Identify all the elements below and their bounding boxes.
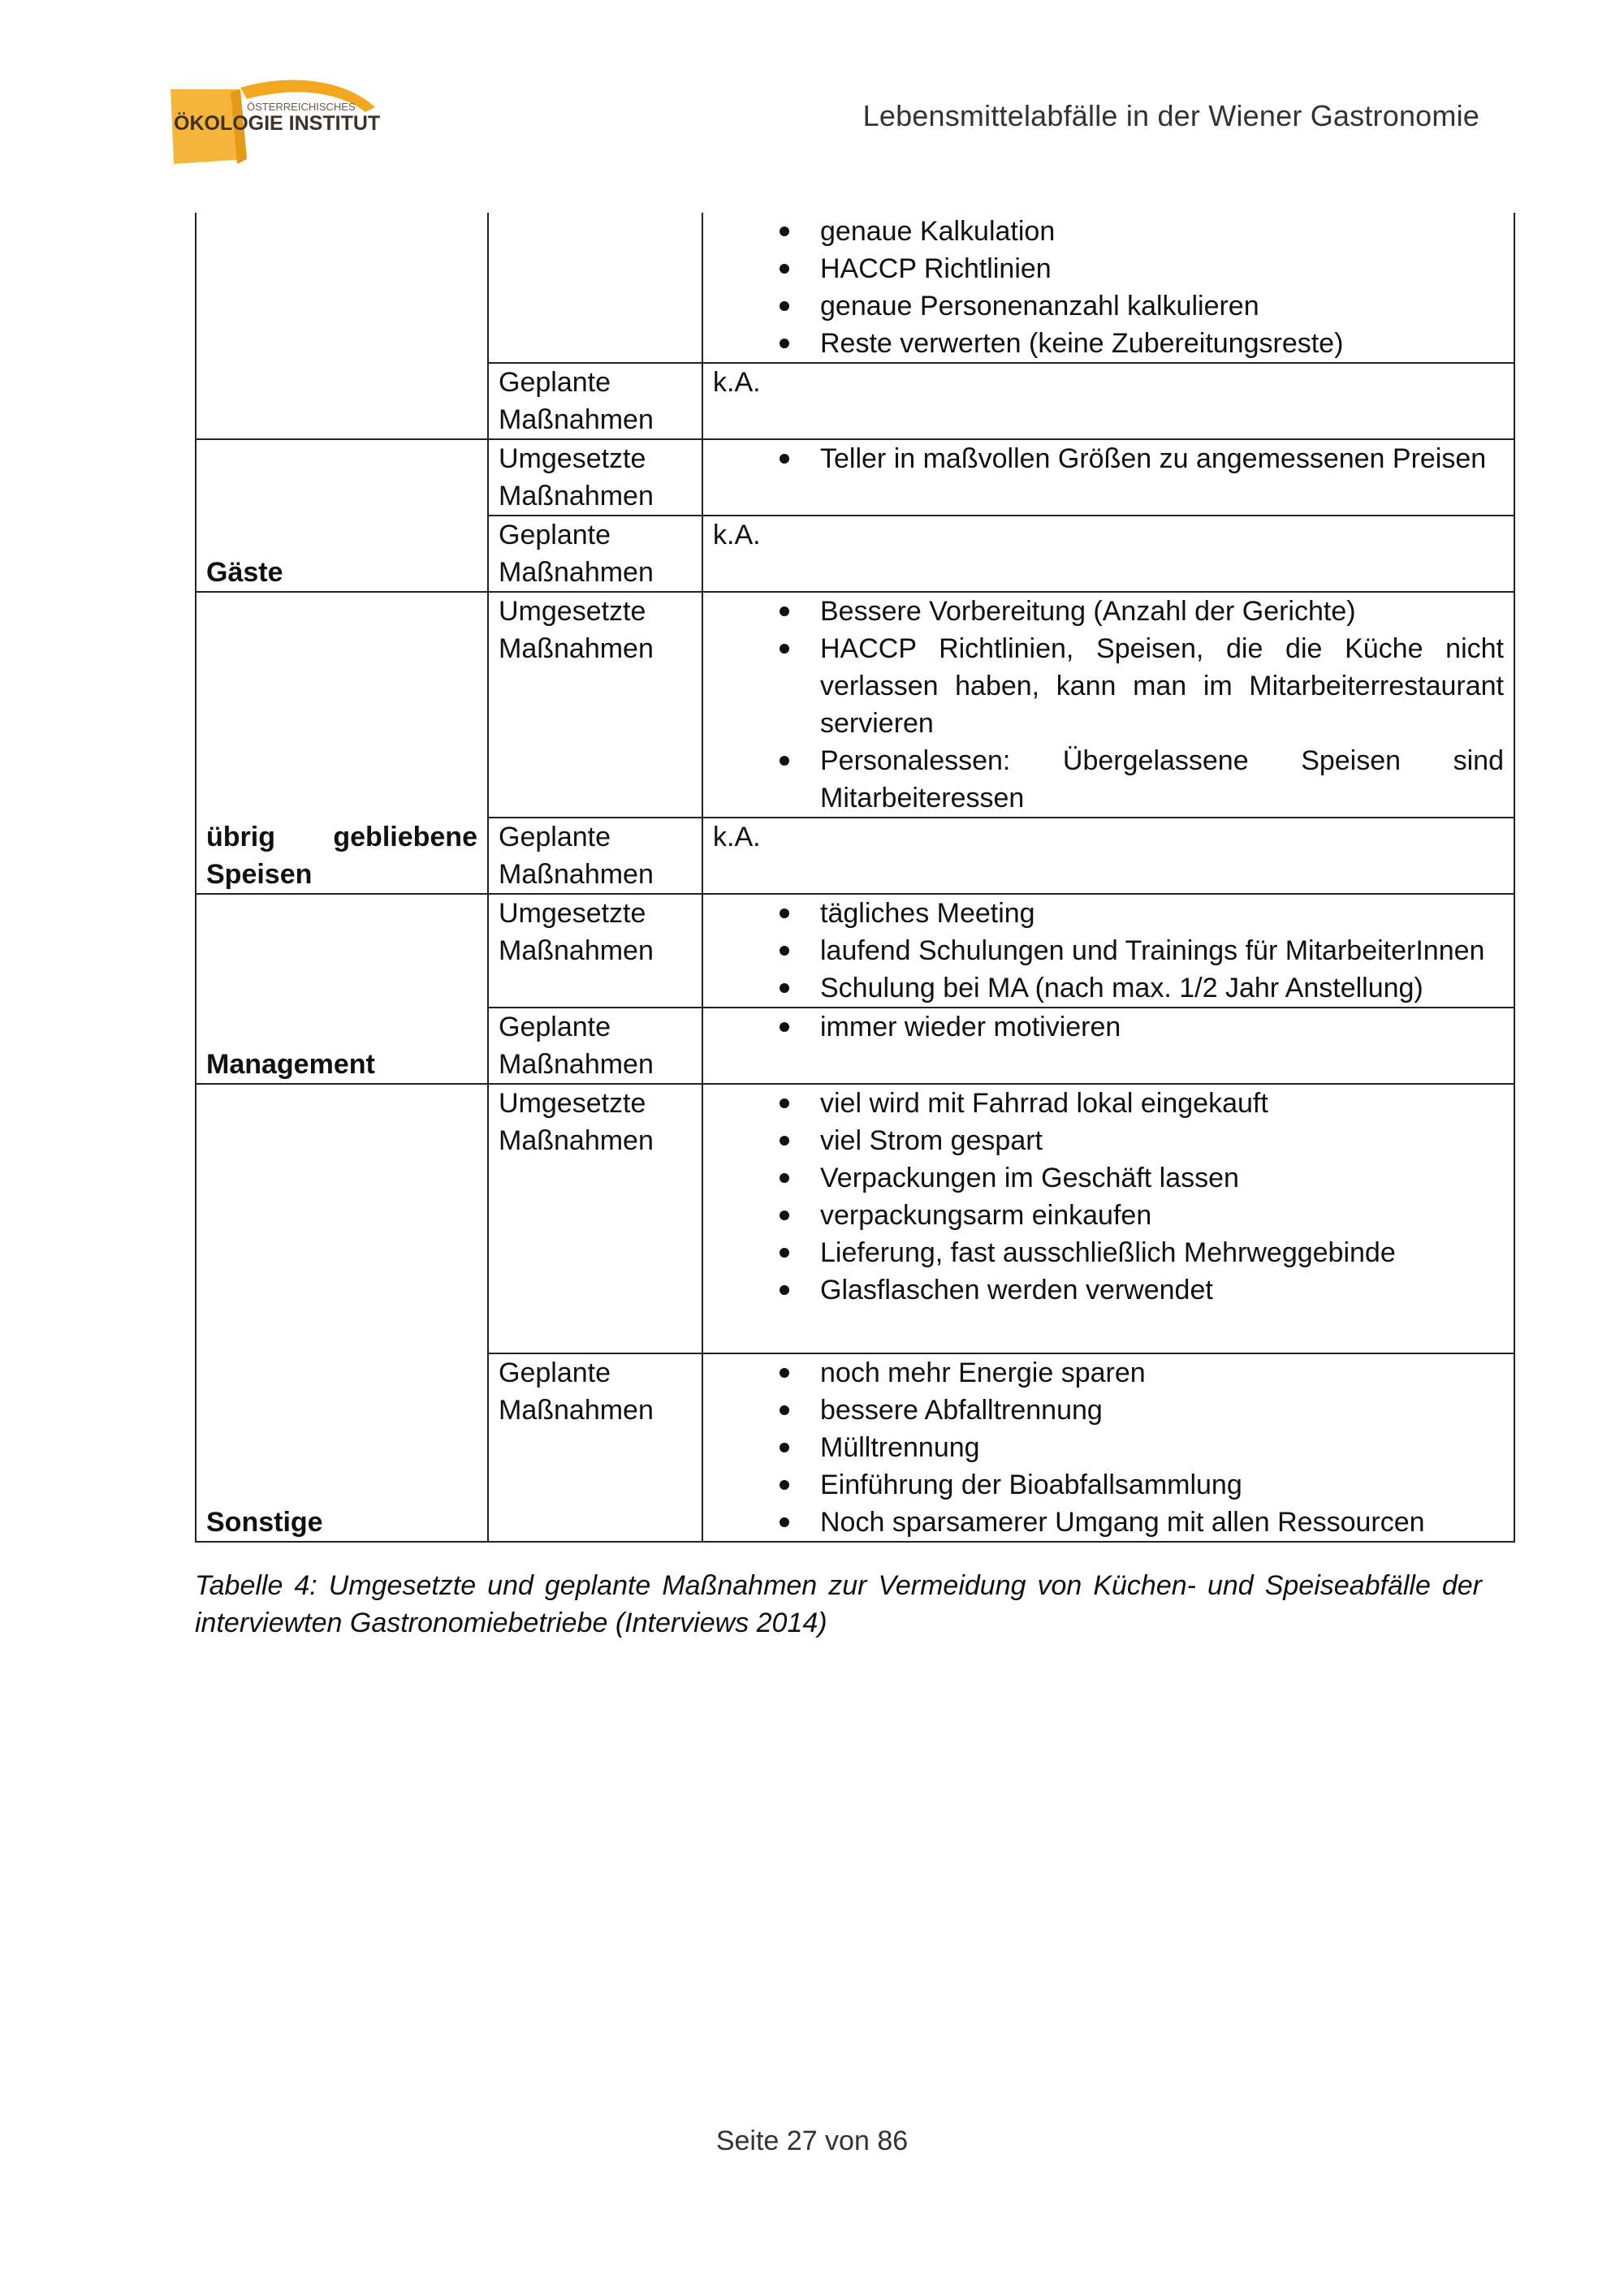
list-item: HACCP Richtlinien (713, 250, 1504, 287)
list-item: verpackungsarm einkaufen (713, 1197, 1504, 1234)
category-sonstige: Sonstige (196, 1084, 488, 1542)
items-cell (702, 894, 1514, 1008)
items-cell (702, 213, 1514, 363)
list-item: genaue Kalkulation (713, 213, 1504, 250)
list-item: Mülltrennung (713, 1429, 1504, 1466)
list-item: tägliches Meeting (713, 895, 1504, 932)
list-item: Personalessen: Übergelassene Speisen sind Mitarbeiteressen (713, 742, 1504, 817)
items-cell (702, 1008, 1514, 1084)
oekologie-institut-logo (162, 75, 406, 170)
bullet-list (713, 593, 1504, 817)
list-item: laufend Schulungen und Trainings für MitarbeiterInnen (713, 932, 1504, 969)
status-planned-label: Geplante Maßnahmen (488, 516, 702, 592)
table-row (196, 439, 1514, 516)
status-implemented-label: Umgesetzte Maßnahmen (488, 592, 702, 818)
items-cell (702, 1084, 1514, 1353)
list-item: Teller in maßvollen Größen zu angemessenen Preisen (713, 440, 1504, 477)
table-row (196, 592, 1514, 818)
bullet-list (713, 213, 1504, 362)
bullet-list (713, 1085, 1504, 1309)
status-planned-label: Geplante Maßnahmen (488, 818, 702, 894)
category-uebrig: übrig gebliebene Speisen (196, 592, 488, 894)
list-item: Lieferung, fast ausschließlich Mehrweggebinde (713, 1234, 1504, 1271)
planned-value: k.A. (702, 516, 1514, 592)
list-item: Verpackungen im Geschäft lassen (713, 1159, 1504, 1197)
items-cell (702, 592, 1514, 818)
list-item: viel Strom gespart (713, 1122, 1504, 1159)
running-title: Lebensmittelabfälle in der Wiener Gastronomie (862, 99, 1479, 132)
status-planned-label: Geplante Maßnahmen (488, 363, 702, 439)
status-implemented-label: Umgesetzte Maßnahmen (488, 439, 702, 516)
planned-value: k.A. (702, 363, 1514, 439)
bullet-list (713, 1354, 1504, 1541)
table-caption: Tabelle 4: Umgesetzte und geplante Maßnahmen zur Vermeidung von Küchen- und Speiseabfälle der interviewten Gastronomiebetriebe (Interviews 2014) (195, 1570, 1482, 1638)
list-item: bessere Abfalltrennung (713, 1392, 1504, 1429)
list-item: Reste verwerten (keine Zubereitungsreste) (713, 325, 1504, 362)
list-item: viel wird mit Fahrrad lokal eingekauft (713, 1085, 1504, 1122)
status-implemented-label: Umgesetzte Maßnahmen (488, 1084, 702, 1353)
category-gaeste: Gäste (196, 439, 488, 592)
status-implemented-label: Umgesetzte Maßnahmen (488, 894, 702, 1008)
logo-line2: ÖKOLOGIE INSTITUT (174, 112, 381, 135)
bullet-list (713, 895, 1504, 1007)
measures-table (195, 213, 1515, 1543)
category-management: Management (196, 894, 488, 1084)
list-item: Einführung der Bioabfallsammlung (713, 1466, 1504, 1504)
list-item: noch mehr Energie sparen (713, 1354, 1504, 1392)
status-planned-label: Geplante Maßnahmen (488, 1353, 702, 1542)
table-row (196, 213, 1514, 363)
table-row (196, 1084, 1514, 1353)
page-number: Seite 27 von 86 (715, 2126, 909, 2156)
list-item: genaue Personenanzahl kalkulieren (713, 287, 1504, 325)
list-item: Noch sparsamerer Umgang mit allen Ressourcen (713, 1504, 1504, 1541)
bullet-list (713, 440, 1504, 477)
items-cell (702, 1353, 1514, 1542)
items-cell (702, 439, 1514, 516)
list-item: immer wieder motivieren (713, 1008, 1504, 1046)
status-planned-label: Geplante Maßnahmen (488, 1008, 702, 1084)
planned-value: k.A. (702, 818, 1514, 894)
logo-line1: ÖSTERREICHISCHES (247, 101, 356, 113)
list-item: Bessere Vorbereitung (Anzahl der Gerichte) (713, 593, 1504, 630)
list-item: HACCP Richtlinien, Speisen, die die Küche nicht verlassen haben, kann man im Mitarbeiterrestaurant servieren (713, 630, 1504, 742)
list-item: Glasflaschen werden verwendet (713, 1271, 1504, 1309)
status-cell (488, 213, 702, 363)
bullet-list (713, 1008, 1504, 1046)
category-cell (196, 213, 488, 439)
list-item: Schulung bei MA (nach max. 1/2 Jahr Anstellung) (713, 969, 1504, 1007)
table-row (196, 894, 1514, 1008)
